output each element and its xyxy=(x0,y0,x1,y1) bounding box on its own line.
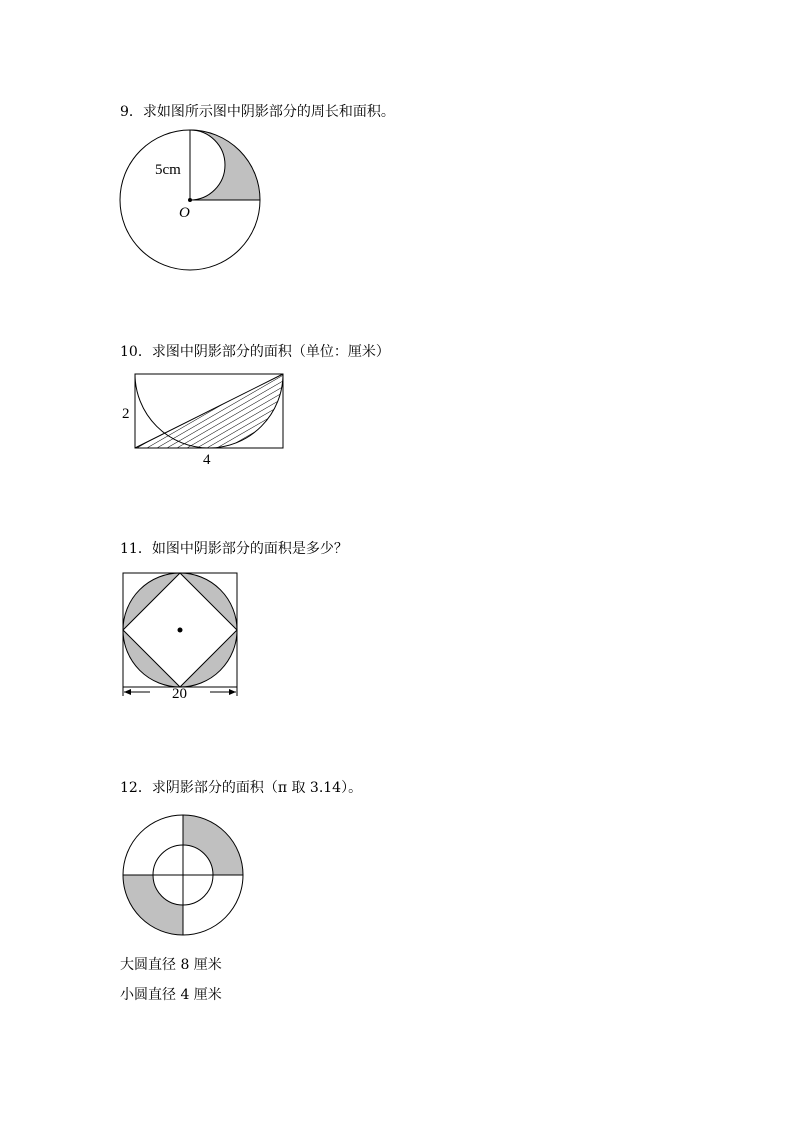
q12-shaded-bottom-left xyxy=(123,875,183,935)
question-12-text: 12．求阴影部分的面积（π 取 3.14）。 xyxy=(120,780,363,796)
q12-large-circle-note: 大圆直径 8 厘米 xyxy=(120,957,222,973)
q11-arrow-left xyxy=(124,689,131,695)
q10-height-label: 2 xyxy=(122,406,130,422)
q11-arrow-right xyxy=(229,689,236,695)
question-10-figure xyxy=(115,368,295,468)
question-9-text: 9．求如图所示图中阴影部分的周长和面积。 xyxy=(120,104,395,120)
q11-center-dot xyxy=(178,628,183,633)
question-12-figure xyxy=(118,810,248,940)
q9-center-dot xyxy=(188,198,192,202)
q9-radius-label: 5cm xyxy=(155,162,181,178)
q11-side-label: 20 xyxy=(172,686,187,702)
q12-shaded-top-right xyxy=(183,815,243,875)
question-11-text: 11．如图中阴影部分的面积是多少？ xyxy=(120,541,348,557)
q9-center-label: O xyxy=(179,205,190,221)
q12-small-circle-note: 小圆直径 4 厘米 xyxy=(120,987,222,1003)
q10-width-label: 4 xyxy=(203,452,211,468)
question-11-figure xyxy=(118,568,258,708)
question-10-text: 10．求图中阴影部分的面积（单位：厘米） xyxy=(120,344,390,360)
question-9-figure xyxy=(115,125,275,275)
